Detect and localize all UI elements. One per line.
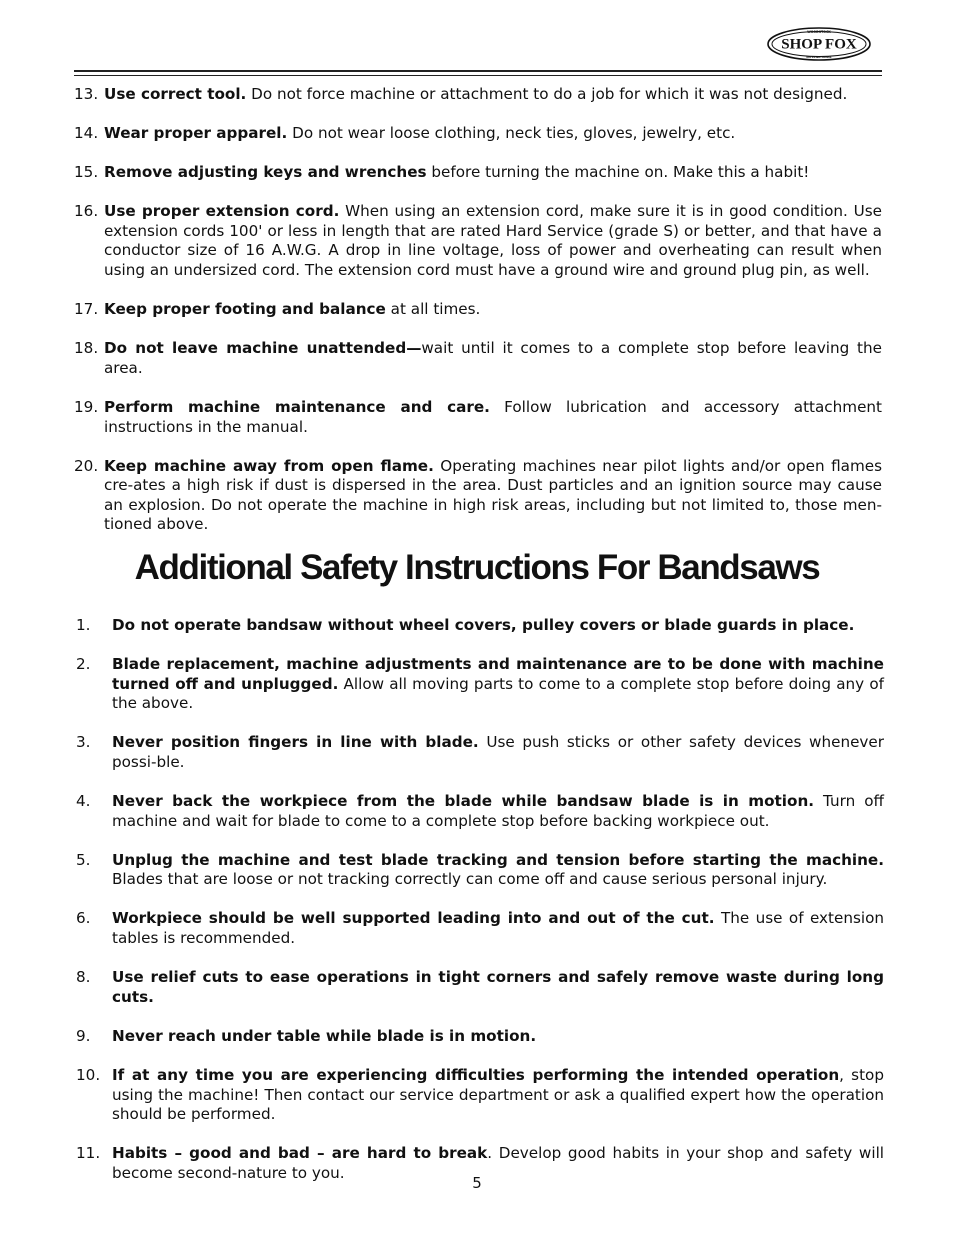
list-item [74,968,884,1007]
item-heading: Wear proper apparel. [104,124,288,143]
list-item [74,1066,884,1125]
item-text: Blades that are loose or not tracking correctly can come off and cause serious personal injury. [112,870,828,889]
item-heading: Never position fingers in line with blade. [112,733,479,752]
list-item [74,300,882,320]
item-number: 14. [74,124,99,143]
logo-small-bottom: INTERNATIONAL [806,55,832,59]
item-heading: Perform machine maintenance and care. [104,397,490,416]
item-text: Do not force machine or attachment to do a job for which it was not designed. [246,85,848,103]
item-number: 5. [76,850,91,869]
section-title: Additional Safety Instructions For Bandsaws [134,548,820,587]
item-text: When using an extension cord, make sure it is in good condition. Use extension cords 100' or less in length that are rated Hard Service (grade S) or better, and that have a conductor size of 16 A.W.G. A drop in line voltage, loss of power and overheating can result when using an undersized cord. The extension cord must have a ground wire and ground plug pin, as well. [104,202,882,280]
list-item [74,851,884,890]
item-number: 16. [74,202,99,221]
shop-fox-logo [766,26,872,62]
list-item [74,339,882,378]
header-rule-thin [74,75,882,76]
item-number: 9. [76,1026,91,1045]
list-item [74,909,884,948]
item-number: 10. [76,1065,101,1084]
list-item [74,733,884,772]
item-text: Turn off machine and wait for blade to come to a complete stop before backing workpiece out. [112,792,884,830]
list-item [74,124,882,144]
item-heading: Workpiece should be well supported leading into and out of the cut. [112,909,715,928]
list-item [74,616,884,636]
item-heading: If at any time you are experiencing difficulties performing the intended operation [112,1065,840,1084]
item-heading: Blade replacement, machine adjustments and maintenance are to be done with machine turned off and unplugged. [112,655,884,693]
item-heading: Use proper extension cord. [104,202,340,221]
item-text: Operating machines near pilot lights and/or open flames cre-ates a high risk if dust is dispersed in the area. Dust particles and an ignition source may cause an explosion. Do not operate the machine in high risk areas, including but not limited to, those men-tioned above. [104,456,883,534]
general-safety-list [74,85,882,555]
item-text: wait until it comes to a complete stop before leaving the area. [104,339,882,377]
item-number: 17. [74,300,99,319]
logo-text: SHOP FOX [781,36,857,53]
list-item [74,1027,884,1047]
logo-small-top: WOODSTOCK [807,30,831,34]
list-item [74,792,884,831]
list-item [74,202,882,280]
list-item [74,163,882,183]
item-heading: Do not leave machine unattended— [104,339,422,358]
item-text: The use of extension tables is recommended. [112,909,885,948]
item-heading: Use relief cuts to ease operations in tight corners and safely remove waste during long cuts. [112,968,884,1006]
item-heading: Do not operate bandsaw without wheel covers, pulley covers or blade guards in place. [112,616,855,634]
item-number: 8. [76,968,91,987]
item-text: . Develop good habits in your shop and safety will become second-nature to you. [112,1144,885,1182]
item-heading: Keep proper footing and balance [104,300,386,319]
item-number: 18. [74,339,99,358]
item-text: at all times. [385,300,481,319]
bandsaw-safety-list [74,616,884,1203]
page-number: 5 [472,1174,482,1192]
item-text: Do not wear loose clothing, neck ties, gloves, jewelry, etc. [287,124,736,143]
list-item [74,398,882,437]
item-number: 3. [76,733,91,752]
item-number: 4. [76,792,91,811]
item-heading: Never back the workpiece from the blade while bandsaw blade is in motion. [112,792,815,811]
header-rule-thick [74,70,882,72]
item-number: 11. [76,1144,101,1163]
item-heading: Remove adjusting keys and wrenches [104,163,427,182]
list-item [74,85,882,105]
item-heading: Use correct tool. [104,85,247,103]
item-text: before turning the machine on. Make this a habit! [426,163,810,182]
item-heading: Keep machine away from open flame. [104,456,434,475]
item-text: Use push sticks or other safety devices whenever possi-ble. [112,733,884,771]
item-heading: Habits – good and bad – are hard to break [112,1144,488,1163]
item-heading: Unplug the machine and test blade tracking and tension before starting the machine. [112,850,884,869]
item-number: 15. [74,163,99,182]
item-number: 13. [74,85,99,103]
item-heading: Never reach under table while blade is in motion. [112,1026,537,1045]
item-number: 19. [74,397,99,416]
item-number: 2. [76,655,91,674]
item-number: 20. [74,456,99,475]
item-text: Allow all moving parts to come to a complete stop before doing any of the above. [112,674,884,713]
list-item [74,655,884,714]
item-number: 6. [76,909,91,928]
item-text: , stop using the machine! Then contact our service department or ask a qualified expert how the operation should be performed. [112,1065,884,1124]
item-number: 1. [76,616,91,634]
item-text: Follow lubrication and accessory attachment instructions in the manual. [104,397,882,436]
list-item [74,457,882,535]
